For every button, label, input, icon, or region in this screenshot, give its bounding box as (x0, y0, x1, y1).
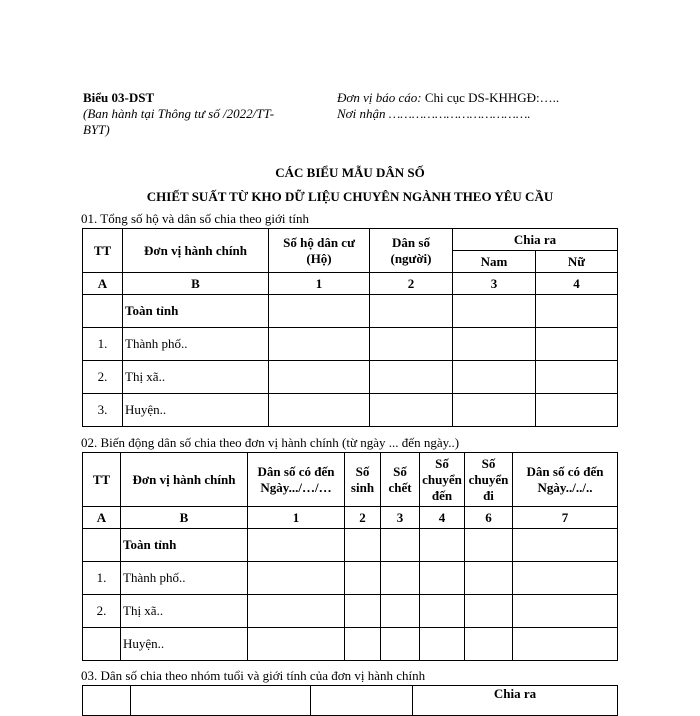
table-row (83, 628, 618, 661)
section-3-title: 03. Dân số chia theo nhóm tuổi và giới tính của đơn vị hành chính (81, 668, 426, 683)
row-tt: 1. (83, 328, 123, 361)
col-moved-in: Số chuyển đến (420, 453, 465, 507)
code-cell: B (123, 273, 269, 295)
col-unit: Đơn vị hành chính (123, 229, 269, 273)
col-population: Dân số (người) (370, 229, 453, 273)
row-tt: 3. (83, 394, 123, 427)
row-tt (83, 295, 123, 328)
table-row (83, 295, 618, 328)
table-row (83, 394, 618, 427)
code-cell: 6 (465, 507, 513, 529)
reporting-unit-value: Chi cục DS-KHHGĐ:….. (424, 90, 560, 105)
code-cell: B (121, 507, 248, 529)
table-row (83, 562, 618, 595)
col-unit: Đơn vị hành chính (121, 453, 248, 507)
row-name: Thành phố.. (121, 562, 248, 595)
document-title-2: CHIẾT SUẤT TỪ KHO DỮ LIỆU CHUYÊN NGÀNH THEO YÊU CẦU (146, 189, 554, 204)
form-code: Biểu 03-DST (83, 90, 155, 105)
code-cell: 2 (345, 507, 381, 529)
code-row (83, 273, 618, 295)
row-name: Thị xã.. (121, 595, 248, 628)
row-tt (83, 529, 121, 562)
issued-line-1: (Ban hành tại Thông tư số /2022/TT- (83, 106, 275, 121)
form-info (83, 90, 323, 138)
code-cell: A (83, 273, 123, 295)
code-cell: 7 (513, 507, 618, 529)
row-tt: 1. (83, 562, 121, 595)
row-name: Toàn tỉnh (121, 529, 248, 562)
col-births: Số sinh (345, 453, 381, 507)
issued-line-2: BYT) (83, 122, 110, 137)
code-cell: 3 (381, 507, 420, 529)
code-cell: 4 (420, 507, 465, 529)
col-split: Chia ra (413, 686, 618, 716)
row-name: Huyện.. (123, 394, 269, 427)
col-moved-out: Số chuyển đi (465, 453, 513, 507)
row-tt: 2. (83, 361, 123, 394)
code-cell: 3 (453, 273, 536, 295)
report-info (337, 90, 637, 122)
row-tt (83, 628, 121, 661)
row-name: Thành phố.. (123, 328, 269, 361)
col-split: Chia ra (453, 229, 618, 251)
col-tt: TT (83, 453, 121, 507)
code-cell: 1 (248, 507, 345, 529)
recipient: Nơi nhận ………………………………. (337, 106, 531, 121)
col-households: Số hộ dân cư (Hộ) (269, 229, 370, 273)
section-1-title: 01. Tổng số hộ và dân số chia theo giới tính (81, 211, 309, 226)
code-cell: 1 (269, 273, 370, 295)
col-female: Nữ (536, 251, 618, 273)
table-row (83, 595, 618, 628)
row-name: Huyện.. (121, 628, 248, 661)
col-deaths: Số chết (381, 453, 420, 507)
reporting-unit (337, 90, 637, 106)
table-row (83, 361, 618, 394)
population-change-table (82, 452, 618, 661)
code-row (83, 507, 618, 529)
code-cell: A (83, 507, 121, 529)
code-cell: 2 (370, 273, 453, 295)
col-pop-start: Dân số có đến Ngày.../…/… (248, 453, 345, 507)
row-name: Toàn tỉnh (123, 295, 269, 328)
table-row (83, 328, 618, 361)
table-row (83, 529, 618, 562)
section-2-title: 02. Biến động dân số chia theo đơn vị hành chính (từ ngày ... đến ngày..) (81, 435, 460, 450)
row-name: Thị xã.. (123, 361, 269, 394)
row-tt: 2. (83, 595, 121, 628)
col-male: Nam (453, 251, 536, 273)
population-gender-table (82, 228, 618, 427)
age-group-table (82, 685, 618, 716)
col-tt: TT (83, 229, 123, 273)
reporting-unit-label: Đơn vị báo cáo: (337, 90, 422, 105)
code-cell: 4 (536, 273, 618, 295)
document-title-1: CÁC BIỂU MẪU DÂN SỐ (275, 165, 425, 180)
col-pop-end: Dân số có đến Ngày../../.. (513, 453, 618, 507)
